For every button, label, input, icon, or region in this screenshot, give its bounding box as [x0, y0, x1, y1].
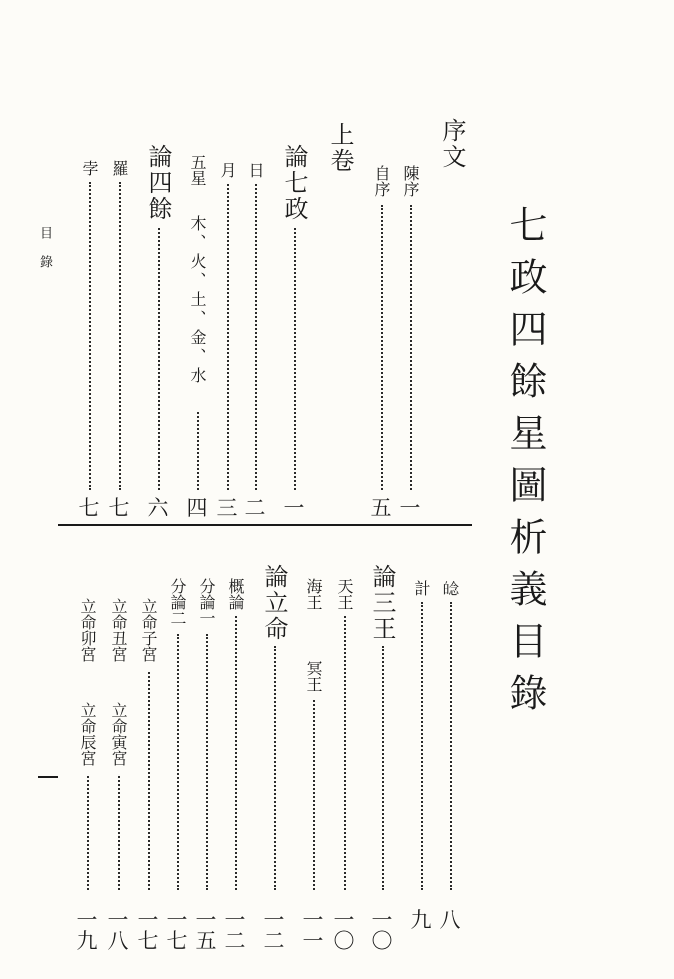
toc-entry-liming-chen[interactable]: 立命辰宮 [78, 702, 97, 766]
toc-entry-yue[interactable]: 月 [218, 162, 237, 178]
leader-dots [235, 616, 237, 890]
toc-entry-chen-preface[interactable]: 陳序 [401, 165, 420, 197]
page-number: 八 [439, 908, 461, 932]
leader-dots [410, 205, 412, 490]
leader-dots [119, 182, 121, 490]
toc-heading-lun-liming[interactable]: 論立命 [260, 564, 288, 642]
section-divider [58, 524, 472, 526]
toc-entry-mingwang[interactable]: 冥王 [304, 660, 323, 692]
toc-heading-preface: 序文 [438, 118, 466, 170]
leader-dots [274, 646, 276, 890]
leader-dots [197, 412, 199, 490]
leader-dots [255, 184, 257, 490]
toc-entry-liming-mao[interactable]: 立命卯宮 [78, 598, 97, 662]
leader-dots [148, 672, 150, 890]
toc-heading-vol-up: 上卷 [326, 122, 354, 174]
toc-heading-lun-siyu[interactable]: 論四餘 [144, 144, 172, 222]
book-title: 七政四餘星圖析義目錄 [503, 205, 547, 725]
page-number: 一八 [107, 908, 129, 953]
toc-heading-lun-sanwang[interactable]: 論三王 [368, 564, 396, 642]
toc-entry-luo[interactable]: 羅 [110, 160, 129, 176]
toc-entry-liming-zi[interactable]: 立命子宮 [139, 598, 158, 662]
page-number: 七 [108, 496, 130, 520]
toc-entry-wuxing-detail: 木、火、土、金、水 [188, 215, 207, 386]
leader-dots [381, 205, 383, 490]
leader-dots [344, 616, 346, 890]
page-number: 九 [410, 908, 432, 932]
page-number: 四 [186, 496, 208, 520]
leader-dots [450, 602, 452, 890]
margin-running-title: 目錄 [37, 226, 52, 284]
page-number: 一九 [76, 908, 98, 953]
page-number: 一〇 [333, 908, 355, 953]
leader-dots [158, 228, 160, 490]
toc-entry-self-preface[interactable]: 自序 [372, 165, 391, 197]
page-number: 一七 [137, 908, 159, 953]
page-number: 七 [78, 496, 100, 520]
leader-dots [421, 602, 423, 890]
leader-dots [206, 634, 208, 890]
leader-dots [87, 776, 89, 890]
toc-entry-fenlun-2[interactable]: 分論二 [168, 578, 187, 626]
page-number: 一 [399, 496, 421, 520]
page-number: 二 [244, 496, 266, 520]
page-number: 一七 [166, 908, 188, 953]
page-number: 三 [216, 496, 238, 520]
page-number: 一 [283, 496, 305, 520]
toc-entry-liming-yin[interactable]: 立命寅宮 [109, 702, 128, 766]
page-number: 一二 [263, 908, 285, 953]
toc-entry-ri[interactable]: 日 [246, 162, 265, 178]
toc-entry-bei[interactable]: 孛 [80, 160, 99, 176]
page-number: 一一 [302, 908, 324, 953]
leader-dots [89, 182, 91, 490]
toc-entry-ji[interactable]: 計 [412, 580, 431, 596]
folio-mark [38, 776, 58, 778]
toc-heading-lun-qizheng[interactable]: 論七政 [280, 144, 308, 222]
leader-dots [118, 776, 120, 890]
page-number: 六 [147, 496, 169, 520]
leader-dots [227, 184, 229, 490]
page-number: 一二 [224, 908, 246, 953]
toc-entry-fenlun-1[interactable]: 分論一 [197, 578, 216, 626]
toc-entry-liming-chou[interactable]: 立命丑宮 [109, 598, 128, 662]
leader-dots [382, 646, 384, 890]
toc-entry-wuxing[interactable]: 五星 [188, 154, 207, 186]
toc-entry-ji-du[interactable]: 𤽿 [441, 580, 460, 596]
page-number: 一〇 [371, 908, 393, 953]
toc-entry-haiwang[interactable]: 海王 [304, 578, 323, 610]
leader-dots [177, 634, 179, 890]
toc-entry-tianwang[interactable]: 天王 [335, 578, 354, 610]
leader-dots [313, 700, 315, 890]
page-number: 一五 [195, 908, 217, 953]
toc-entry-gailun[interactable]: 概論 [226, 578, 245, 610]
page-number: 五 [370, 496, 392, 520]
leader-dots [294, 228, 296, 490]
